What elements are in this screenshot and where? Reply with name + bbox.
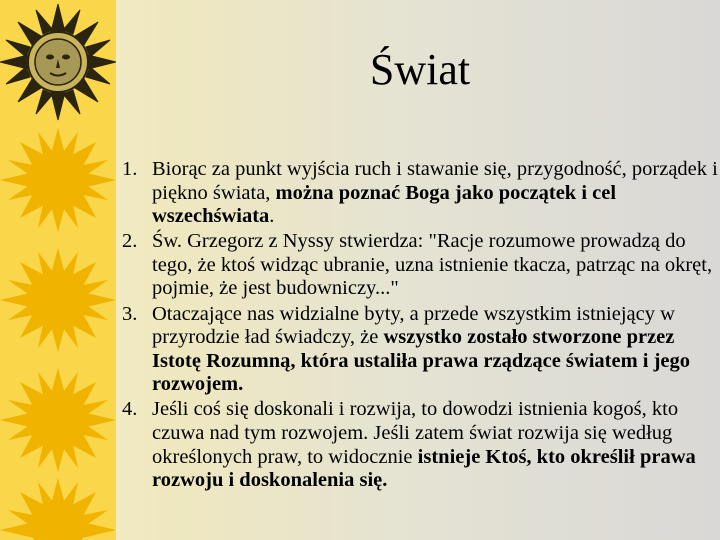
list-item	[122, 398, 718, 492]
item-emphasis: wszystko zostało stworzone przez Istotę Rozumną, która ustaliła prawa rządzące światem i jego rozwojem.	[152, 326, 691, 396]
item-number: 3.	[122, 302, 138, 325]
sun-icon	[0, 248, 116, 352]
item-tail: .	[269, 205, 275, 228]
item-number: 2.	[122, 230, 138, 253]
item-text: Jeśli coś się doskonali i rozwija, to dowodzi istnienia kogoś, kto czuwa nad tym rozwojem. Jeśli zatem świat rozwija się według określonych praw, to widocznie	[152, 398, 679, 468]
sun-icon	[0, 368, 116, 472]
item-number: 1.	[122, 158, 138, 180]
item-emphasis: można poznać Boga jako początek i cel wszechświata	[152, 181, 617, 228]
sun-decorations	[0, 0, 116, 540]
numbered-list	[122, 158, 718, 494]
item-emphasis: istnieje Ktoś, kto określił prawa rozwoju i doskonalenia się.	[152, 445, 696, 492]
list-item	[122, 230, 718, 301]
slide-title: Świat	[369, 45, 471, 94]
list-item	[122, 158, 718, 229]
item-text: Otaczające nas widzialne byty, a przede wszystkim istniejący w przyrodzie ład świadczy, że	[152, 302, 675, 349]
item-number: 4.	[122, 398, 138, 421]
sun-icon	[0, 128, 116, 232]
sun-icon	[0, 478, 116, 540]
item-text: Biorąc za punkt wyjścia ruch i stawanie się, przygodność, porządek i piękno świata,	[152, 158, 718, 204]
sun-face-icon	[0, 4, 116, 120]
item-text: Św. Grzegorz z Nyssy stwierdza: "Racje rozumowe prowadzą do tego, że ktoś widząc ubranie, uzna istnienie tkacza, patrząc na okręt, pojmie, że jest budowniczy..."	[152, 230, 713, 300]
list-item	[122, 303, 718, 397]
decorative-sidebar	[0, 0, 116, 540]
